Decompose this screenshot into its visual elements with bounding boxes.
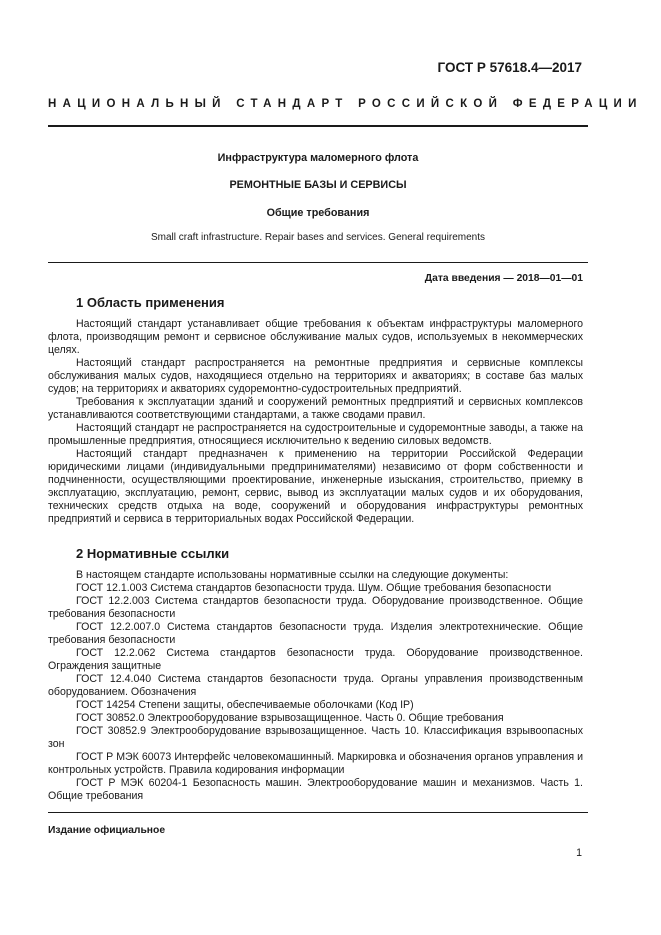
document-number: ГОСТ Р 57618.4—2017 xyxy=(437,60,582,75)
reference-item: ГОСТ 12.2.003 Система стандартов безопасности труда. Оборудование производственное. Общие требования безопасности xyxy=(48,595,583,620)
header-divider xyxy=(48,125,588,127)
paragraph: Настоящий стандарт устанавливает общие требования к объектам инфраструктуры маломерного флота, производящим ремонт и сервисное обслуживание малых судов, используемых в некоммерческих целях. xyxy=(48,318,583,356)
reference-item: ГОСТ 30852.0 Электрооборудование взрывозащищенное. Часть 0. Общие требования xyxy=(76,712,504,724)
paragraph: Настоящий стандарт предназначен к применению на территории Российской Федерации юридическими лицами (индивидуальными предпринимателями) независимо от форм собственности и подчиненности, осуществляющими проектирование, инженерные изыскания, строительство, приемку в эксплуатацию, эксплуатацию, ремонт, сервис, вывод из эксплуатации малых судов и их оборудования, технических средств отдыха на воде, сооружений и оборудования инфраструктуры ремонтных предприятий и сервиса в территориальных водах Российской Федерации. xyxy=(48,448,583,525)
paragraph: Настоящий стандарт распространяется на ремонтные предприятия и сервисные комплексы обслуживания малых судов, находящиеся отдельно на территориях и акваториях; в составе баз малых судов; на территориях и акваториях судоремонтно-судостроительных предприятий. xyxy=(48,357,583,395)
reference-item: ГОСТ 12.1.003 Система стандартов безопасности труда. Шум. Общие требования безопасности xyxy=(76,582,552,594)
reference-item: ГОСТ 12.2.062 Система стандартов безопасности труда. Оборудование производственное. Ограждения защитные xyxy=(48,647,583,672)
section-heading: 1 Область применения xyxy=(76,295,225,310)
title-divider xyxy=(48,262,588,263)
title-subject: Инфраструктура маломерного флота xyxy=(217,152,419,164)
section-1 xyxy=(48,294,583,526)
reference-item: ГОСТ Р МЭК 60204-1 Безопасность машин. Электрооборудование машин и механизмов. Часть 1. Общие требования xyxy=(48,777,583,802)
section-heading: 2 Нормативные ссылки xyxy=(76,546,230,561)
national-standard-banner: НАЦИОНАЛЬНЫЙ СТАНДАРТ РОССИЙСКОЙ ФЕДЕРАЦИИ xyxy=(48,98,643,110)
paragraph: Требования к эксплуатации зданий и сооружений ремонтных предприятий и сервисных комплексов устанавливаются соответствующими стандартами, а также сводами правил. xyxy=(48,396,583,421)
reference-item: ГОСТ 12.4.040 Система стандартов безопасности труда. Органы управления производственным оборудованием. Обозначения xyxy=(48,673,583,698)
reference-item: ГОСТ 30852.9 Электрооборудование взрывозащищенное. Часть 10. Классификация взрывоопасных зон xyxy=(48,725,583,750)
edition-label: Издание официальное xyxy=(48,825,166,836)
title-english: Small craft infrastructure. Repair bases and services. General requirements xyxy=(150,232,486,243)
title-sub: Общие требования xyxy=(266,207,370,219)
title-main: РЕМОНТНЫЕ БАЗЫ И СЕРВИСЫ xyxy=(229,179,407,191)
reference-item: ГОСТ 12.2.007.0 Система стандартов безопасности труда. Изделия электротехнические. Общие требования безопасности xyxy=(48,621,583,646)
reference-item: ГОСТ Р МЭК 60073 Интерфейс человекомашинный. Маркировка и обозначения органов управления и контрольных устройств. Правила кодирования информации xyxy=(48,751,583,776)
introduction-date: Дата введения — 2018—01—01 xyxy=(424,273,583,284)
paragraph: В настоящем стандарте использованы нормативные ссылки на следующие документы: xyxy=(76,569,509,581)
reference-item: ГОСТ 14254 Степени защиты, обеспечиваемые оболочками (Код IP) xyxy=(76,699,414,711)
paragraph: Настоящий стандарт не распространяется на судостроительные и судоремонтные заводы, а также на промышленные предприятия, относящиеся исключительно к ведению силовых ведомств. xyxy=(48,422,583,447)
footer-divider xyxy=(48,812,588,813)
page-number: 1 xyxy=(576,847,582,859)
section-2 xyxy=(48,545,583,803)
